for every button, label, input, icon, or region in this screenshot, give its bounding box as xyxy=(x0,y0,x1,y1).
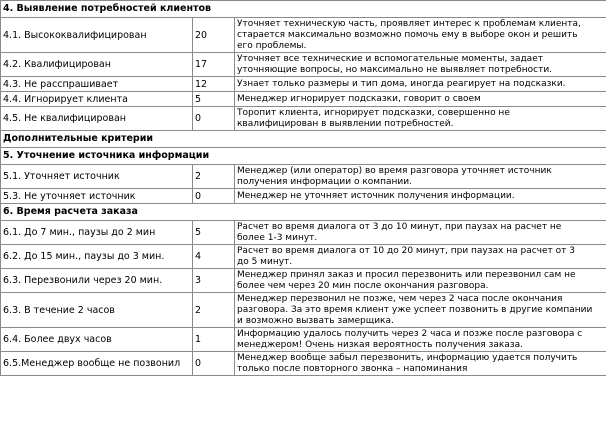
criterion-name: 4.4. Игнорирует клиента xyxy=(1,92,193,107)
description-line: Менеджер игнорирует подсказки, говорит о своем xyxy=(237,93,481,104)
criteria-row xyxy=(1,53,606,77)
description-line: более чем через 20 мин после окончания разговора. xyxy=(237,280,489,291)
criteria-row xyxy=(1,77,606,92)
criteria-row xyxy=(1,92,606,107)
criterion-description xyxy=(235,18,606,53)
criterion-score: 1 xyxy=(193,328,235,352)
criterion-description xyxy=(235,165,606,189)
description-line: Уточняет техническую часть, проявляет интерес к проблемам клиента, xyxy=(237,18,581,29)
criterion-name: 5.3. Не уточняет источник xyxy=(1,189,193,204)
criteria-table-body xyxy=(1,1,606,376)
criterion-name: 6.1. До 7 мин., паузы до 2 мин xyxy=(1,221,193,245)
criterion-name: 6.3. Перезвонили через 20 мин. xyxy=(1,269,193,293)
criteria-row xyxy=(1,189,606,204)
criterion-description xyxy=(235,107,606,131)
section-title: 4. Выявление потребностей клиентов xyxy=(1,1,606,18)
description-line: получения информации о компании. xyxy=(237,176,412,187)
criterion-score: 20 xyxy=(193,18,235,53)
criterion-name: 4.2. Квалифицирован xyxy=(1,53,193,77)
description-line: Менеджер перезвонил не позже, чем через 2 часа после окончания xyxy=(237,293,563,304)
description-line: только после повторного звонка – напоминания xyxy=(237,363,468,374)
criteria-row xyxy=(1,328,606,352)
criterion-description xyxy=(235,221,606,245)
criterion-score: 0 xyxy=(193,189,235,204)
criterion-score: 5 xyxy=(193,92,235,107)
description-line: Менеджер не уточняет источник получения информации. xyxy=(237,190,515,201)
criterion-description xyxy=(235,77,606,92)
criterion-score: 0 xyxy=(193,107,235,131)
criterion-description xyxy=(235,328,606,352)
criteria-row xyxy=(1,107,606,131)
section-header-row xyxy=(1,131,606,148)
description-line: до 5 минут. xyxy=(237,256,293,267)
criterion-score: 0 xyxy=(193,352,235,376)
criterion-description xyxy=(235,293,606,328)
criterion-description xyxy=(235,189,606,204)
section-header-row xyxy=(1,204,606,221)
criterion-name: 6.2. До 15 мин., паузы до 3 мин. xyxy=(1,245,193,269)
criterion-score: 12 xyxy=(193,77,235,92)
criteria-row xyxy=(1,221,606,245)
section-title: Дополнительные критерии xyxy=(1,131,606,148)
description-line: менеджером! Очень низкая вероятность получения заказа. xyxy=(237,339,524,350)
criterion-score: 2 xyxy=(193,293,235,328)
criterion-score: 17 xyxy=(193,53,235,77)
description-line: Информацию удалось получить через 2 часа и позже после разговора с xyxy=(237,328,583,339)
criterion-score: 3 xyxy=(193,269,235,293)
criterion-description xyxy=(235,269,606,293)
criterion-score: 2 xyxy=(193,165,235,189)
description-line: Уточняет все технические и вспомогательные моменты, задает xyxy=(237,53,543,64)
criteria-row xyxy=(1,269,606,293)
criterion-name: 4.3. Не расспрашивает xyxy=(1,77,193,92)
criteria-row xyxy=(1,293,606,328)
description-line: Менеджер вообще забыл перезвонить, информацию удается получить xyxy=(237,352,578,363)
description-line: старается максимально возможно помочь ему в выборе окон и решить xyxy=(237,29,578,40)
description-line: Расчет во время диалога от 10 до 20 минут, при паузах на расчет от 3 xyxy=(237,245,575,256)
section-header-row xyxy=(1,1,606,18)
criterion-description xyxy=(235,352,606,376)
criterion-name: 6.3. В течение 2 часов xyxy=(1,293,193,328)
criterion-score: 4 xyxy=(193,245,235,269)
criterion-description xyxy=(235,245,606,269)
criterion-name: 6.4. Более двух часов xyxy=(1,328,193,352)
description-line: квалифицирован в выявлении потребностей. xyxy=(237,118,454,129)
section-title: 5. Уточнение источника информации xyxy=(1,148,606,165)
description-line: его проблемы. xyxy=(237,40,307,51)
criterion-name: 6.5.Менеджер вообще не позвонил xyxy=(1,352,193,376)
description-line: Менеджер принял заказ и просил перезвонить или перезвонил сам не xyxy=(237,269,576,280)
description-line: Узнает только размеры и тип дома, иногда реагирует на подсказки. xyxy=(237,78,566,89)
description-line: Менеджер (или оператор) во время разговора уточняет источник xyxy=(237,165,552,176)
description-line: и возможно вызвать замерщика. xyxy=(237,315,394,326)
criteria-row xyxy=(1,352,606,376)
section-title: 6. Время расчета заказа xyxy=(1,204,606,221)
criteria-row xyxy=(1,18,606,53)
criterion-name: 4.1. Высококвалифицирован xyxy=(1,18,193,53)
description-line: Расчет во время диалога от 3 до 10 минут, при паузах на расчет не xyxy=(237,221,562,232)
criterion-name: 4.5. Не квалифицирован xyxy=(1,107,193,131)
description-line: разговора. За это время клиент уже успеет позвонить в другие компании xyxy=(237,304,593,315)
description-line: Торопит клиента, игнорирует подсказки, совершенно не xyxy=(237,107,510,118)
criterion-description xyxy=(235,53,606,77)
criterion-description xyxy=(235,92,606,107)
criteria-row xyxy=(1,245,606,269)
criteria-row xyxy=(1,165,606,189)
criterion-score: 5 xyxy=(193,221,235,245)
criterion-name: 5.1. Уточняет источник xyxy=(1,165,193,189)
description-line: более 1-3 минут. xyxy=(237,232,318,243)
section-header-row xyxy=(1,148,606,165)
description-line: уточняющие вопросы, но максимально не выявляет потребности. xyxy=(237,64,553,75)
